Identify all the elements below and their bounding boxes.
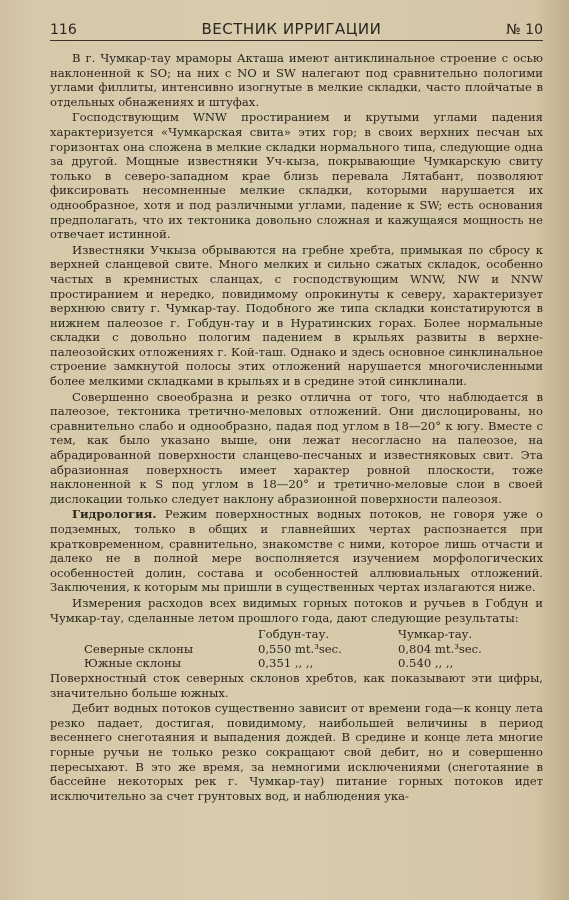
page-number: 116 bbox=[50, 22, 77, 38]
table-cell: 0,804 mt.³sec. bbox=[398, 641, 482, 656]
table-cell: 0,351 ,, ,, bbox=[258, 656, 314, 671]
table-cell: Южные склоны bbox=[84, 656, 182, 671]
paragraph-measurements-intro: Измерения расходов всех видимых горных потоков и ручьев в Гобдун и Чумкар-тау, сделанные летом прошлого года, дают следующие результаты: bbox=[50, 595, 543, 625]
article-body bbox=[50, 51, 543, 803]
table-cell: 0.540 ,, ,, bbox=[398, 656, 454, 671]
discharge-table bbox=[50, 627, 543, 671]
table-header-cell bbox=[50, 627, 250, 642]
paragraph-hydrology bbox=[50, 507, 543, 595]
journal-title: ВЕСТНИК ИРРИГАЦИИ bbox=[201, 20, 382, 38]
hydrology-text: Режим поверхностных водных потоков, не говоря уже о подземных, только в общих и главнейших чертах распознается при кратковременном, сравнительно, знакомстве с ними, которое лишь отчасти и далеко не в полной мере восполняется изучением морфологических особенностей долин, состава и особенностей аллювиальных отложений. Заключения, к которым мы пришли в существенных чертах излагаются ниже. bbox=[50, 507, 543, 595]
table-cell: 0,550 mt.³sec. bbox=[258, 641, 342, 656]
paragraph-after-table: Поверхностный сток северных склонов хребтов, как показывают эти цифры, значительно больше южных. bbox=[50, 670, 543, 700]
table-header-cell: Гобдун-тау. bbox=[258, 627, 330, 642]
paragraph-chumkar-suite: Господствующим WNW простиранием и крутыми углами падения характеризуется «Чумкарская свита» этих гор; в своих верхних песчан ых горизонтах она сложена в мелкие складки нормального типа, следующие одна за другой. Мощные известняки Уч-кыза, покрывающие Чумкарскую свиту только в северо-западном крае близь перевала Лятабант, позволяют фиксировать несомненные мелкие складки, которыми нарушается их однообразное, хотя и под различными углами, падение к SW; есть основания предполагать, что их тектоника довольно сложная и кажущаяся мощность не отвечает истинной. bbox=[50, 110, 543, 242]
table-header-cell: Чумкар-тау. bbox=[398, 627, 473, 642]
page-header bbox=[50, 20, 543, 41]
paragraph-uchkyz-limestones: Известняки Учкыза обрываются на гребне хребта, примыкая по сбросу к верхней сланцевой свите. Много мелких и сильно сжатых складок, особенно частых в кремнистых сланцах, с господствующим WNW, NW и NNW простиранием и нередко, повидимому опрокинуты к северу, характеризует верхнюю свиту г. Чумкар-тау. Подобного же типа складки констатируются в нижнем палеозое г. Гобдун-тау и в Нуратинских горах. Более нормальные складки с довольно пологим падением в крыльях развиты в верхне-палеозойских отложениях г. Кой-таш. Однако и здесь основное синклинальное строение замкнутой полосы этих отложений нарушается многочисленными более мелкими складками в крыльях и в средине этой синклинали. bbox=[50, 242, 543, 389]
paragraph-discharge-seasonality: Дебит водных потоков существенно зависит от времени года—к концу лета резко падает, достигая, повидимому, наибольшей величины в период весеннего снеготаяния и выпадения дождей. В средине и конце лета многие горные ручьи не только резко сокращают свой дебит, но и совершенно пересыхают. В это же время, за немногими исключениями (снеготаяние в бассейне некоторых рек г. Чумкар-тау) питание горных потоков идет исключительно за счет грунтовых вод, и наблюдения ука- bbox=[50, 701, 543, 803]
hydrology-heading: Гидрология. bbox=[72, 507, 157, 522]
paragraph-chumkar-marbles: В г. Чумкар-тау мраморы Акташа имеют антиклинальное строение с осью наклоненной к SO; на них с NO и SW налегают под сравнительно пологими углами филлиты, интенсивно изогнутые в мелкие складки, часто плойчатые в отдельных обнажениях и штуфах. bbox=[50, 51, 543, 109]
issue-number: № 10 bbox=[506, 22, 543, 38]
paragraph-tertiary-tectonics: Совершенно своеобразна и резко отлична от того, что наблюдается в палеозое, тектоника третично-меловых отложений. Они дислоцированы, но сравнительно слабо и однообразно, падая под углом в 18—20° к югу. Вместе с тем, как было указано выше, они лежат несогласно на палеозое, на абрадированной поверхности сланцево-песчаных и известняковых свит. Эта абразионная поверхность имеет характер ровной плоскости, тоже наклоненной к S под углом в 18—20° и третично-меловые слои в своей дислокации только следует наклону абразионной поверхности палеозоя. bbox=[50, 389, 543, 506]
table-cell: Северные склоны bbox=[84, 641, 194, 656]
